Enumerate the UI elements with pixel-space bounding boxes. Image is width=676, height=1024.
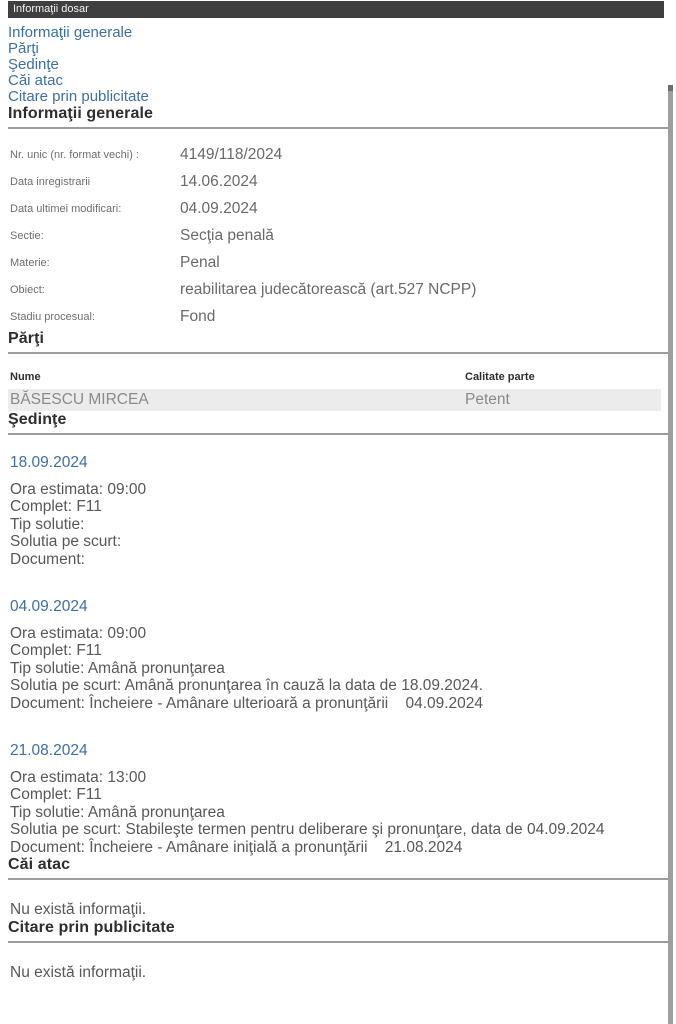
hearing-details [8, 769, 668, 856]
hearing-detail-line: Ora estimata: 09:00 [10, 625, 147, 643]
hearing-details [8, 625, 668, 712]
info-row [8, 222, 668, 249]
vertical-scrollbar[interactable] [668, 85, 673, 1024]
info-row-value: 14.06.2024 [180, 172, 258, 190]
hearings-heading: Şedinţe [8, 411, 668, 435]
party-name: BĂSESCU MIRCEA [10, 391, 149, 408]
parties-table-body [8, 389, 668, 411]
hearing-detail-line: Tip solutie: [10, 515, 85, 533]
nav-link-3[interactable]: Şedinţe [8, 56, 59, 73]
parties-heading: Părţi [8, 330, 668, 354]
hearing-detail-line: Document: Încheiere - Amânare ulterioară a pronunţării 04.09.2024 [10, 694, 484, 712]
hearing-detail-line: Solutia pe scurt: Amână pronunţarea în cauză la data de 18.09.2024. [10, 677, 484, 695]
info-row-label: Nr. unic (nr. format vechi) : [10, 148, 139, 161]
hearing-detail-line: Complet: F11 [10, 642, 102, 660]
scrollbar-thumb-top [668, 85, 673, 91]
party-table-row [8, 389, 661, 411]
general-info-list [8, 141, 668, 330]
info-row [8, 195, 668, 222]
hearing-detail-line: Tip solutie: Amână pronunţarea [10, 659, 225, 677]
hearing-block [8, 742, 668, 856]
hearing-detail-line: Solutia pe scurt: [10, 533, 122, 551]
appeals-heading: Căi atac [8, 856, 668, 880]
info-row [8, 249, 668, 276]
citation-heading: Citare prin publicitate [8, 919, 668, 943]
hearing-detail-line: Document: Încheiere - Amânare iniţială a pronunţării 21.08.2024 [10, 838, 463, 856]
hearing-block [8, 454, 668, 568]
info-row-label: Data inregistrarii [10, 175, 91, 188]
info-row [8, 168, 668, 195]
hearing-detail-line: Complet: F11 [10, 786, 102, 804]
hearings-list [8, 454, 668, 856]
info-row [8, 303, 668, 330]
info-row-value: Penal [180, 253, 220, 271]
info-row-value: 4149/118/2024 [180, 145, 283, 163]
info-row-value: Secţia penală [180, 226, 274, 244]
hearing-date-link[interactable]: 04.09.2024 [10, 598, 88, 616]
nav-link-4[interactable]: Căi atac [8, 72, 64, 89]
info-row [8, 141, 668, 168]
hearing-detail-line: Document: [10, 550, 85, 568]
hearing-detail-line: Solutia pe scurt: Stabileşte termen pentru deliberare şi pronunţare, data de 04.09.2024 [10, 821, 605, 839]
appeals-empty-text: Nu există informaţii. [10, 901, 147, 919]
hearing-details [8, 481, 668, 568]
citation-empty-text: Nu există informaţii. [10, 964, 147, 982]
party-role: Petent [465, 391, 510, 408]
info-row-value: Fond [180, 307, 216, 325]
info-row-label: Sectie: [10, 229, 44, 242]
general-info-heading: Informaţii generale [8, 105, 668, 129]
nav-link-5[interactable]: Citare prin publicitate [8, 88, 149, 105]
hearing-date-link[interactable]: 18.09.2024 [10, 454, 88, 471]
hearing-detail-line: Complet: F11 [10, 498, 102, 516]
column-header-name: Nume [10, 371, 41, 383]
hearing-date-link[interactable]: 21.08.2024 [10, 742, 88, 760]
section-nav [8, 25, 668, 105]
nav-link-2[interactable]: Părţi [8, 40, 39, 57]
info-row-label: Obiect: [10, 283, 45, 296]
hearing-detail-line: Ora estimata: 09:00 [10, 481, 147, 498]
nav-link-1[interactable]: Informaţii generale [8, 24, 133, 41]
column-header-role: Calitate parte [465, 371, 535, 383]
info-row-value: reabilitarea judecătorească (art.527 NCPP) [180, 280, 477, 298]
hearing-detail-line: Ora estimata: 13:00 [10, 769, 147, 787]
hearing-block [8, 598, 668, 712]
info-row-label: Materie: [10, 256, 50, 269]
window-title-bar [8, 1, 664, 18]
hearing-detail-line: Tip solutie: Amână pronunţarea [10, 803, 225, 821]
page-title: Informaţii dosar [13, 3, 89, 15]
info-row-label: Stadiu procesual: [10, 310, 95, 323]
info-row-label: Data ultimei modificari: [10, 202, 122, 215]
parties-table-header [8, 371, 668, 383]
info-row-value: 04.09.2024 [180, 199, 258, 217]
info-row [8, 276, 668, 303]
